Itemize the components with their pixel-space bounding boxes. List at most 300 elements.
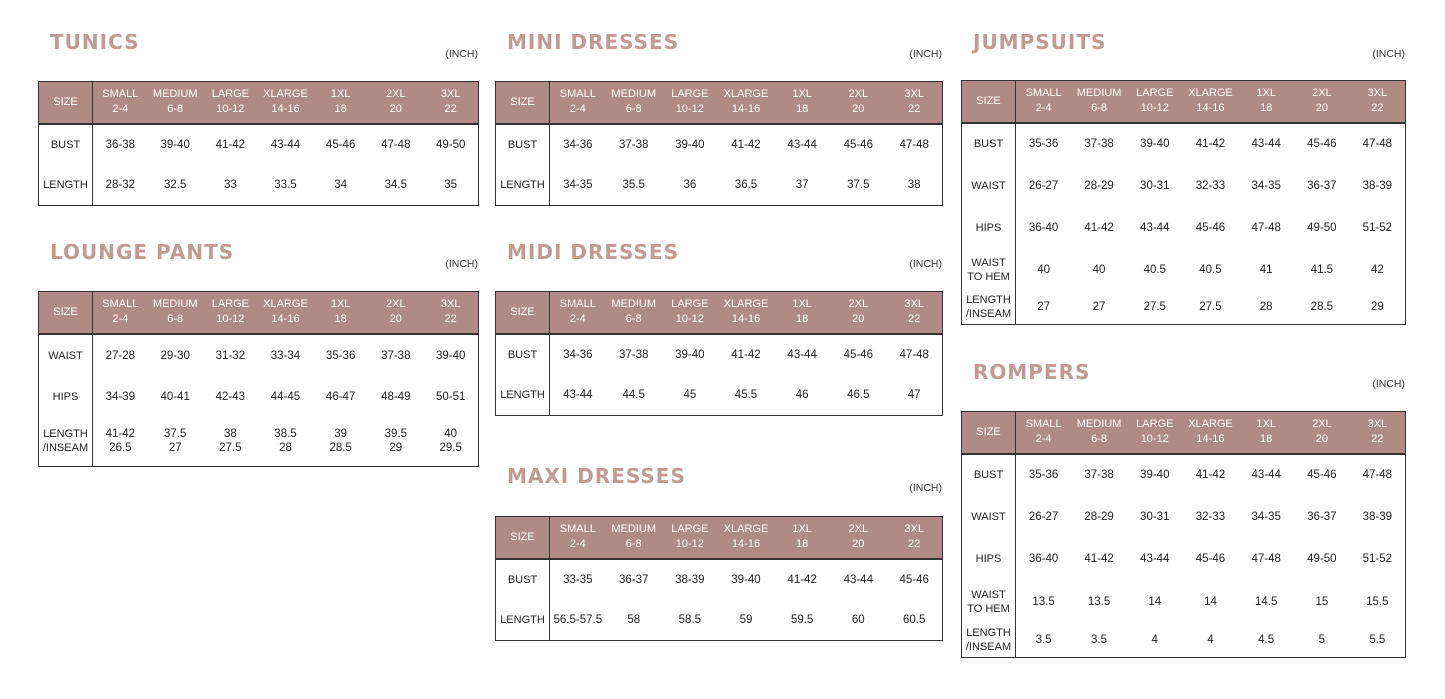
measurement-value (93, 334, 148, 377)
size-column-header (718, 82, 774, 124)
measurement-value-line: 34.5 (384, 179, 407, 192)
size-range: 10-12 (675, 103, 704, 116)
size-name: 1XL (330, 298, 351, 311)
table-header-row (39, 82, 479, 124)
measurement-value-line: 36 (683, 179, 697, 192)
measurement-value (1183, 454, 1239, 496)
measurement-label-line: WAIST (971, 256, 1006, 269)
measurement-value-line: 45-46 (325, 139, 356, 151)
size-range: 20 (389, 103, 402, 116)
measurement-value-line: 29 (1370, 301, 1384, 314)
size-range: 14-16 (731, 103, 761, 116)
size-range: 20 (852, 313, 865, 326)
measurement-label (962, 496, 1016, 538)
measurement-value-line: 44-45 (270, 390, 301, 403)
size-name: SMALL (559, 523, 596, 536)
size-name: MEDIUM (1076, 87, 1122, 100)
measurement-value-line: 50-51 (435, 390, 466, 403)
size-name: 2XL (385, 88, 406, 101)
measurement-value (1183, 496, 1239, 538)
measurement-value-line: 34-35 (1251, 510, 1281, 523)
table-row (39, 334, 479, 377)
measurement-value (1238, 454, 1294, 496)
measurement-value-line: 37-38 (619, 139, 649, 151)
measurement-value-line: 60.5 (902, 614, 926, 627)
size-name: XLARGE (723, 298, 769, 311)
size-name: 2XL (1312, 418, 1332, 431)
size-range: 18 (334, 313, 347, 326)
measurement-value-line: 59.5 (790, 614, 814, 627)
measurement-value (662, 376, 718, 416)
measurement-value-line: 43-44 (1251, 469, 1281, 481)
measurement-value-line: 41-42 (731, 349, 761, 361)
table-row (496, 124, 943, 166)
size-column-header (550, 82, 606, 124)
measurement-value-line: 40.5 (1143, 263, 1166, 276)
measurement-value-line: 47-48 (381, 139, 411, 151)
measurement-value (148, 166, 203, 206)
measurement-value-line: 47 (907, 389, 921, 402)
size-header: SIZE (39, 82, 93, 124)
measurement-value-line: 45-46 (1307, 469, 1337, 481)
measurement-value (1294, 538, 1350, 580)
section-title: MAXI DRESSES (507, 464, 686, 488)
measurement-value (1071, 249, 1127, 291)
measurement-value (148, 334, 203, 377)
measurement-value-line: 45-46 (899, 574, 929, 586)
measurement-value (1238, 249, 1294, 291)
measurement-value (774, 376, 830, 416)
size-column-header (550, 292, 606, 334)
measurement-value (550, 334, 606, 376)
measurement-value-line: 39 (334, 428, 348, 441)
measurement-value-line: 34-35 (563, 179, 593, 192)
measurement-value-line: 47-48 (899, 349, 929, 361)
measurement-value-line: 33-35 (563, 574, 593, 586)
measurement-value-line: 37.5 (847, 179, 870, 192)
size-name: SMALL (559, 88, 596, 101)
measurement-label (39, 417, 93, 467)
size-name: 3XL (904, 298, 924, 311)
size-range: 18 (334, 103, 347, 116)
size-column-header (148, 292, 203, 334)
table-header-row (496, 517, 943, 559)
size-name: 1XL (1256, 87, 1276, 100)
measurement-value-line: 27-28 (105, 349, 136, 362)
measurement-value (1350, 291, 1406, 325)
measurement-value (258, 334, 313, 377)
measurement-value-line: 26-27 (1028, 179, 1059, 192)
measurement-value-line: 45 (683, 389, 697, 402)
table-row (962, 123, 1406, 165)
size-range: 10-12 (216, 103, 245, 116)
measurement-value-line: 45-46 (843, 139, 873, 151)
size-range: 18 (796, 538, 809, 551)
size-name: LARGE (211, 298, 249, 311)
measurement-value (1350, 580, 1406, 624)
measurement-value (148, 417, 203, 467)
measurement-label (962, 538, 1016, 580)
size-name: 1XL (792, 298, 812, 311)
measurement-value (830, 124, 886, 166)
measurement-label-line: TO HEM (967, 602, 1010, 615)
measurement-value-line: 38-39 (675, 574, 705, 586)
measurement-value-line: 36-37 (1307, 510, 1337, 523)
measurement-label-line: BUST (507, 574, 538, 586)
size-name: 1XL (792, 523, 812, 536)
measurement-value (886, 376, 942, 416)
size-column-header (662, 517, 718, 559)
section-title: ROMPERS (973, 360, 1091, 384)
measurement-value-line: 39.5 (384, 428, 407, 441)
size-column-header (1238, 81, 1294, 123)
table-row (962, 291, 1406, 325)
size-column-header (93, 82, 148, 124)
size-column-header (1071, 81, 1127, 123)
measurement-label-line: WAIST (971, 588, 1006, 601)
size-column-header (1294, 81, 1350, 123)
measurement-value-line: 45.5 (734, 389, 758, 402)
measurement-value (830, 559, 886, 601)
measurement-value-line: 27 (1092, 301, 1106, 314)
size-column-header (830, 517, 886, 559)
measurement-value (1294, 454, 1350, 496)
measurement-value-line: 4 (1207, 634, 1214, 647)
size-range: 18 (796, 313, 809, 326)
size-range: 18 (796, 103, 809, 116)
size-name: 2XL (848, 523, 869, 536)
measurement-value-line: 41-42 (1195, 138, 1226, 150)
measurement-value (1350, 123, 1406, 165)
table-row (962, 165, 1406, 207)
size-column-header (1071, 412, 1127, 454)
measurement-value-line: 35.5 (622, 179, 645, 192)
size-range: 2-4 (569, 103, 586, 116)
measurement-value-line: 39-40 (675, 349, 705, 361)
size-column-header (1183, 412, 1239, 454)
size-name: MEDIUM (611, 523, 657, 536)
size-name: LARGE (1136, 418, 1174, 431)
measurement-value-line: 38.5 (274, 428, 297, 441)
measurement-value (93, 417, 148, 467)
measurement-value (1183, 249, 1239, 291)
measurement-value-line: 28 (279, 442, 292, 455)
measurement-value-line: 28.5 (329, 442, 352, 455)
measurement-value-line: 41-42 (731, 139, 761, 151)
size-name: SMALL (102, 298, 139, 311)
size-column-header (1238, 412, 1294, 454)
size-column-header (886, 292, 942, 334)
measurement-label (496, 559, 550, 601)
measurement-value (1294, 207, 1350, 249)
measurement-value (93, 377, 148, 417)
measurement-value-line: 27.5 (1143, 301, 1166, 314)
measurement-value-line: 39-40 (731, 574, 761, 586)
measurement-value-line: 39-40 (1140, 138, 1170, 150)
measurement-label-line: LENGTH (966, 294, 1011, 307)
measurement-value (313, 124, 368, 166)
measurement-value-line: 36-38 (105, 139, 136, 151)
measurement-label-line: BUST (50, 139, 81, 151)
measurement-value (550, 601, 606, 641)
midi-dresses-size-chart (495, 240, 942, 420)
measurement-value (1294, 291, 1350, 325)
size-name: XLARGE (1188, 418, 1233, 431)
measurement-value-line: 47-48 (899, 139, 929, 151)
measurement-value (1183, 538, 1239, 580)
measurement-value (1294, 249, 1350, 291)
size-range: 22 (908, 103, 921, 116)
size-column-header (830, 82, 886, 124)
size-column-header (368, 82, 423, 124)
measurement-label (496, 376, 550, 416)
measurement-value (1238, 580, 1294, 624)
measurement-label-line: TO HEM (967, 270, 1010, 283)
measurement-label-line: LENGTH (43, 428, 88, 441)
measurement-label (39, 124, 93, 166)
size-range: 6-8 (167, 313, 184, 326)
measurement-value (718, 376, 774, 416)
size-header: SIZE (496, 292, 550, 334)
measurement-value (1071, 496, 1127, 538)
measurement-value (258, 377, 313, 417)
measurement-value (886, 559, 942, 601)
size-column-header (203, 292, 258, 334)
measurement-value-line: 27.5 (1199, 301, 1222, 314)
measurement-value-line: 47-48 (1362, 469, 1393, 481)
size-range: 2-4 (112, 313, 129, 326)
measurement-value-line: 42 (1370, 263, 1384, 276)
measurement-value (258, 417, 313, 467)
size-name: 3XL (904, 523, 924, 536)
measurement-value-line: 40-41 (160, 390, 190, 403)
measurement-value-line: 42-43 (215, 390, 246, 403)
measurement-value (1071, 123, 1127, 165)
measurement-value (203, 334, 258, 377)
measurement-value-line: 41-42 (1084, 552, 1114, 565)
measurement-value-line: 45-46 (1307, 138, 1337, 150)
measurement-value (1350, 207, 1406, 249)
measurement-value-line: 59 (739, 614, 753, 627)
measurement-value (1238, 123, 1294, 165)
table-row (962, 496, 1406, 538)
measurement-value-line: 13.5 (1087, 595, 1111, 608)
size-name: 1XL (792, 88, 812, 101)
section-title: JUMPSUITS (973, 30, 1107, 54)
size-name: 2XL (848, 88, 869, 101)
measurement-value (148, 124, 203, 166)
measurement-value (1350, 496, 1406, 538)
size-range: 20 (1315, 433, 1328, 446)
measurement-label (496, 166, 550, 206)
measurement-value (830, 601, 886, 641)
size-range: 10-12 (675, 313, 704, 326)
lounge-pants-size-chart (38, 240, 478, 480)
measurement-value (1127, 454, 1183, 496)
section-title: LOUNGE PANTS (50, 240, 235, 264)
size-range: 18 (1260, 102, 1273, 115)
measurement-value (550, 166, 606, 206)
measurement-value (1127, 291, 1183, 325)
measurement-value-line: 34-36 (563, 139, 593, 151)
measurement-value-line: 41-42 (1084, 221, 1114, 234)
measurement-value (1183, 165, 1239, 207)
measurement-value (606, 376, 662, 416)
measurement-value (1071, 291, 1127, 325)
section-title: MINI DRESSES (507, 30, 680, 54)
measurement-label (962, 454, 1016, 496)
measurement-value (1016, 496, 1072, 538)
measurement-value (1350, 538, 1406, 580)
measurement-value (606, 334, 662, 376)
size-range: 22 (908, 313, 921, 326)
measurement-value-line: 37-38 (381, 349, 411, 362)
size-column-header (606, 517, 662, 559)
measurement-value-line: 45-46 (843, 349, 873, 361)
size-name: LARGE (671, 298, 709, 311)
measurement-value-line: 5 (1318, 634, 1326, 647)
measurement-value (1016, 249, 1072, 291)
measurement-value-line: 43-44 (270, 139, 301, 151)
measurement-label-line: /INSEAM (965, 308, 1012, 321)
table-row (962, 207, 1406, 249)
measurement-value-line: 33-34 (270, 349, 301, 362)
measurement-value-line: 46 (795, 389, 809, 402)
measurement-value-line: 37-38 (619, 349, 649, 361)
measurement-value-line: 56.5-57.5 (553, 614, 603, 627)
measurement-value-line: 4 (1151, 634, 1158, 647)
measurement-value (93, 166, 148, 206)
table-row (496, 376, 943, 416)
measurement-value (423, 124, 478, 166)
measurement-value-line: 33.5 (274, 179, 297, 192)
size-range: 6-8 (167, 103, 184, 116)
measurement-value-line: 40 (444, 428, 458, 441)
size-name: SMALL (1025, 87, 1062, 100)
measurement-value-line: 49-50 (435, 139, 466, 151)
measurement-label (962, 291, 1016, 325)
size-name: 3XL (440, 298, 461, 311)
measurement-value-line: 26.5 (109, 442, 132, 455)
size-range: 14-16 (1196, 102, 1225, 115)
size-name: 1XL (1256, 418, 1276, 431)
measurement-label (496, 601, 550, 641)
measurement-value (1238, 624, 1294, 658)
measurement-value (550, 124, 606, 166)
measurement-value (203, 417, 258, 467)
unit-label: (INCH) (445, 48, 478, 60)
measurement-value-line: 27 (1037, 301, 1050, 314)
measurement-label-line: HIPS (52, 390, 79, 403)
measurement-value (606, 559, 662, 601)
measurement-label-line: /INSEAM (42, 442, 89, 455)
size-column-header (606, 82, 662, 124)
table-row (39, 417, 479, 467)
measurement-value (1127, 538, 1183, 580)
measurement-value-line: 28-32 (105, 179, 136, 192)
measurement-value (1183, 580, 1239, 624)
measurement-value (606, 601, 662, 641)
table-row (39, 166, 479, 206)
measurement-value (368, 124, 423, 166)
measurement-value-line: 36-37 (1307, 179, 1337, 192)
size-range: 14-16 (1196, 433, 1225, 446)
jumpsuits-size-chart (961, 30, 1405, 340)
measurement-value (550, 376, 606, 416)
measurement-value-line: 15 (1315, 595, 1329, 608)
table-row (962, 249, 1406, 291)
measurement-value-line: 43-44 (787, 139, 817, 151)
measurement-value (606, 166, 662, 206)
measurement-value-line: 47-48 (1362, 138, 1393, 150)
size-table (495, 516, 943, 641)
measurement-value-line: 28-29 (1084, 179, 1114, 192)
measurement-value-line: 60 (851, 614, 865, 627)
size-range: 20 (852, 103, 865, 116)
measurement-value (830, 334, 886, 376)
measurement-value-line: 34-35 (1251, 179, 1281, 192)
measurement-value (662, 334, 718, 376)
measurement-value-line: 32-33 (1195, 179, 1226, 192)
measurement-value-line: 29 (389, 442, 403, 455)
measurement-value-line: 47-48 (1251, 221, 1281, 234)
measurement-value (1016, 123, 1072, 165)
size-column-header (148, 82, 203, 124)
measurement-value (1127, 249, 1183, 291)
measurement-value-line: 37-38 (1084, 138, 1114, 150)
size-range: 6-8 (1091, 433, 1107, 446)
measurement-value (550, 559, 606, 601)
measurement-value (1238, 207, 1294, 249)
measurement-value (93, 124, 148, 166)
measurement-value (1071, 624, 1127, 658)
size-range: 20 (1315, 102, 1328, 115)
size-name: XLARGE (263, 298, 308, 311)
measurement-value (1350, 624, 1406, 658)
measurement-value (1294, 624, 1350, 658)
measurement-value-line: 36-37 (619, 574, 649, 586)
measurement-label-line: LENGTH (43, 179, 88, 192)
size-name: LARGE (211, 88, 249, 101)
size-column-header (1127, 412, 1183, 454)
measurement-value-line: 41-42 (215, 139, 246, 151)
size-column-header (662, 82, 718, 124)
size-column-header (313, 82, 368, 124)
measurement-value-line: 58.5 (678, 614, 702, 627)
size-name: LARGE (671, 523, 709, 536)
size-column-header (368, 292, 423, 334)
measurement-value (1127, 624, 1183, 658)
measurement-value-line: 43-44 (563, 389, 593, 402)
measurement-value (718, 124, 774, 166)
size-column-header (93, 292, 148, 334)
measurement-value-line: 32-33 (1195, 510, 1226, 523)
measurement-value (662, 166, 718, 206)
measurement-label-line: /INSEAM (965, 641, 1012, 654)
unit-label: (INCH) (1372, 48, 1405, 60)
measurement-value-line: 43-44 (787, 349, 817, 361)
measurement-value-line: 37-38 (1084, 469, 1114, 481)
measurement-value (423, 377, 478, 417)
measurement-value (1127, 580, 1183, 624)
measurement-label (39, 334, 93, 377)
measurement-value-line: 45-46 (1195, 221, 1226, 234)
measurement-value-line: 38 (223, 428, 237, 441)
size-column-header (718, 517, 774, 559)
table-row (39, 124, 479, 166)
size-header: SIZE (962, 81, 1016, 123)
measurement-value (1127, 123, 1183, 165)
